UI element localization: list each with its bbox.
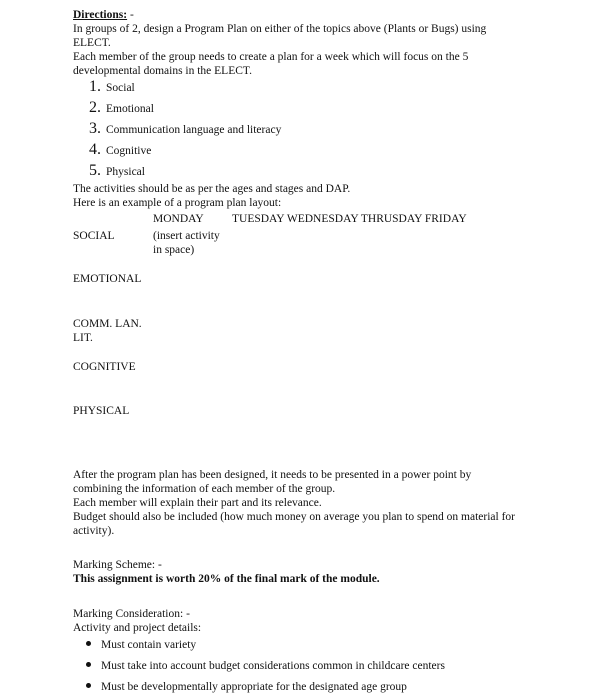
day-header-monday: MONDAY [153,213,204,225]
row-label-social: SOCIAL [73,230,115,242]
row-label-physical: PHYSICAL [73,405,130,417]
bullet-icon [86,683,91,688]
bullet-icon [86,641,91,646]
list-item: Must be developmentally appropriate for the designated age group [86,676,445,697]
directions-line: In groups of 2, design a Program Plan on either of the topics above (Plants or Bugs) using [73,23,487,35]
day-headers-rest: TUESDAY WEDNESDAY THRUSDAY FRIDAY [232,213,467,225]
list-item: 3. Communication language and literacy [89,120,282,137]
marking-consideration-subheading: Activity and project details: [73,622,202,634]
list-item: 4. Cognitive [89,141,152,158]
activities-note: The activities should be as per the ages and stages and DAP. Here is an example of a program plan layout: [73,183,351,209]
list-item: 5. Physical [89,162,145,179]
example-cell-line: (insert activity [153,230,220,242]
list-item: Must take into account budget considerations common in childcare centers [86,655,445,676]
marking-scheme-section [73,558,543,586]
row-label-comm: COMM. LAN. [73,318,142,330]
row-label-cognitive: COGNITIVE [73,361,136,373]
marking-scheme-heading: Marking Scheme: - [73,559,162,571]
directions-section [73,8,543,78]
directions-line: developmental domains in the ELECT. [73,65,252,77]
row-label-comm-lit: LIT. [73,332,93,344]
consideration-bullets [86,634,445,697]
example-cell-line: in space) [153,244,195,256]
domains-list [89,80,281,185]
directions-line: ELECT. [73,37,111,49]
list-item: 2. Emotional [89,99,154,116]
bullet-icon [86,662,91,667]
directions-line: Each member of the group needs to create a plan for a week which will focus on the 5 [73,51,469,63]
list-item: 1. Social [89,78,135,95]
list-item: Must contain variety [86,634,445,655]
marking-consideration-section [73,607,543,635]
marking-consideration-heading: Marking Consideration: - [73,608,190,620]
marking-scheme-statement: This assignment is worth 20% of the final mark of the module. [73,573,380,585]
directions-heading: Directions: - [73,9,134,21]
presentation-section: After the program plan has been designed, it needs to be presented in a power point by combining the information of each member of the group. Each member will explain their part and its relevance. Budget should also be included (how much money on average you plan to spend on material for activity). [73,469,516,537]
row-label-emotional: EMOTIONAL [73,273,142,285]
